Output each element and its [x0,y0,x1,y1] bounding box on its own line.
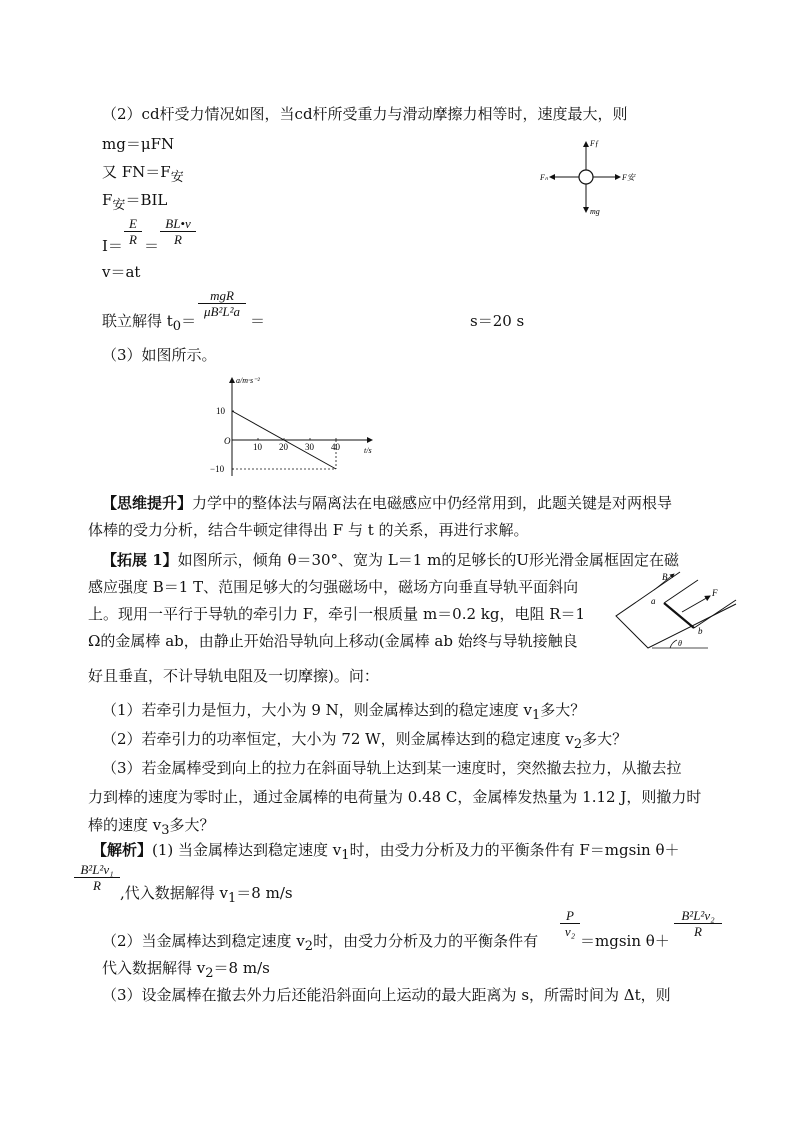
equation-f-an: $F_安=BIL$ [102,191,168,213]
fraction-b2l2v1-over-r: $\frac{\text{B²L²v₁}}{R}$ [74,862,120,893]
label-normal: Fₙ [540,173,549,182]
thinking-line1: 【思维提升】力学中的整体法与隔离法在电磁感应中仍经常用到，此题关键是对两根导 [102,494,673,512]
y-tick-label: −10 [210,464,225,474]
fraction-mgr: mgR μB²L²a [198,288,246,319]
solution-line2-result: 代入数据解得 $v_2=8$ m/s [102,959,270,981]
y-axis-label: a/m·s⁻² [236,376,260,385]
x-tick-label: 40 [331,442,340,452]
equation-i-lhs: I＝ [102,237,123,255]
x-tick-label: 30 [305,442,314,452]
pull-force-arrow [682,596,710,612]
extension-line4: Ω的金属棒 ab，由静止开始沿导轨向上移动(金属棒 ab 始终与导轨接触良 [88,632,578,650]
solution-line1-result: ,代入数据解得 $v_1=8$ m/s [120,884,293,906]
upper-rail [664,580,698,603]
question-3-line3: 棒的速度 $v_3$多大？ [88,816,215,838]
extension-line3: 上。现用一平行于导轨的牵引力 F，牵引一根质量 m＝0.2 kg，电阻 R＝1 [88,605,586,623]
angle-arc [670,640,677,648]
result-s: s＝20 s [470,312,525,330]
label-a: a [651,596,656,606]
label-ampere: F安 [622,173,635,182]
y-tick-label: 10 [216,406,225,416]
force-diagram [540,130,640,220]
label-B: B [662,572,668,582]
solution-line3: （3）设金属棒在撤去外力后还能沿斜面向上运动的最大距离为 s，所需时间为 Δt，则 [102,986,671,1004]
lower-rail [694,600,736,628]
extension-line5: 好且垂直，不计导轨电阻及一切摩擦)。问： [88,667,379,685]
x-tick-label: 20 [279,442,288,452]
metal-rod-ab [664,603,694,628]
solution-line1: 【解析】(1) 当金属棒达到稳定速度 $v_1$时，由受力分析及力的平衡条件有 F＝mgsin θ＋ [92,841,680,863]
label-b: b [698,626,703,636]
question-1: （1）若牵引力是恒力，大小为 9 N，则金属棒达到的稳定速度 $v_1$多大？ [102,701,586,723]
origin-label: O [224,436,231,446]
x-axis-label: t/s [364,446,372,455]
fraction-e-over-r: $\frac{E}{R}$ [124,216,142,247]
solution-line2-mid: ＝mgsin θ＋ [580,932,670,950]
section2-intro: （2）cd杆受力情况如图，当cd杆所受重力与滑动摩擦力相等时，速度最大，则 [102,105,628,123]
solution-line2: （2）当金属棒达到稳定速度 $v_2$时，由受力分析及力的平衡条件有 [102,932,539,954]
equation-mg: mg＝μFN [102,135,175,153]
label-theta: θ [678,639,682,648]
equation-t0-lhs: 联立解得 $t_0=$ [102,312,197,334]
question-2: （2）若牵引力的功率恒定，大小为 72 W，则金属棒达到的稳定速度 $v_2$多大？ [102,730,628,752]
thinking-line2: 体棒的受力分析，结合牛顿定律得出 F 与 t 的关系，再进行求解。 [88,521,529,539]
incline-diagram [598,570,740,652]
extension-line2: 感应强度 B＝1 T、范围足够大的匀强磁场中，磁场方向垂直导轨平面斜向 [88,578,579,596]
body-circle [579,170,593,184]
rail-frame [616,572,736,648]
question-3-line2: 力到棒的速度为零时止，通过金属棒的电荷量为 0.48 C，金属棒发热量为 1.12 J，则撤力时 [88,788,702,806]
label-gravity: mg [590,207,600,216]
equals-sign: ＝ [144,237,160,255]
equals-sign-2: ＝ [250,312,266,330]
acceleration-time-chart [210,370,385,482]
label-friction: Fƒ [590,139,599,148]
fraction-p-over-v2: $\frac{P}{\text{v₂}}$ [560,908,580,939]
equation-fn: 又 $FN=F_安$ [102,163,184,185]
label-F: F [712,588,718,598]
x-tick-label: 10 [253,442,262,452]
question-3-line1: （3）若金属棒受到向上的拉力在斜面导轨上达到某一速度时，突然撤去拉力，从撤去拉 [102,759,682,777]
extension-line1: 【拓展 1】如图所示，倾角 θ＝30°、宽为 L＝1 m的足够长的U形光滑金属框固定在磁 [102,551,679,569]
section3-intro: （3）如图所示。 [102,346,217,364]
equation-v-at: v＝at [102,263,141,281]
fraction-b2l2v2-over-r: $\frac{\text{B²L²v₂}}{R}$ [674,908,722,939]
fraction-blv-over-r: $\frac{BL•v}{R}$ [160,216,196,247]
